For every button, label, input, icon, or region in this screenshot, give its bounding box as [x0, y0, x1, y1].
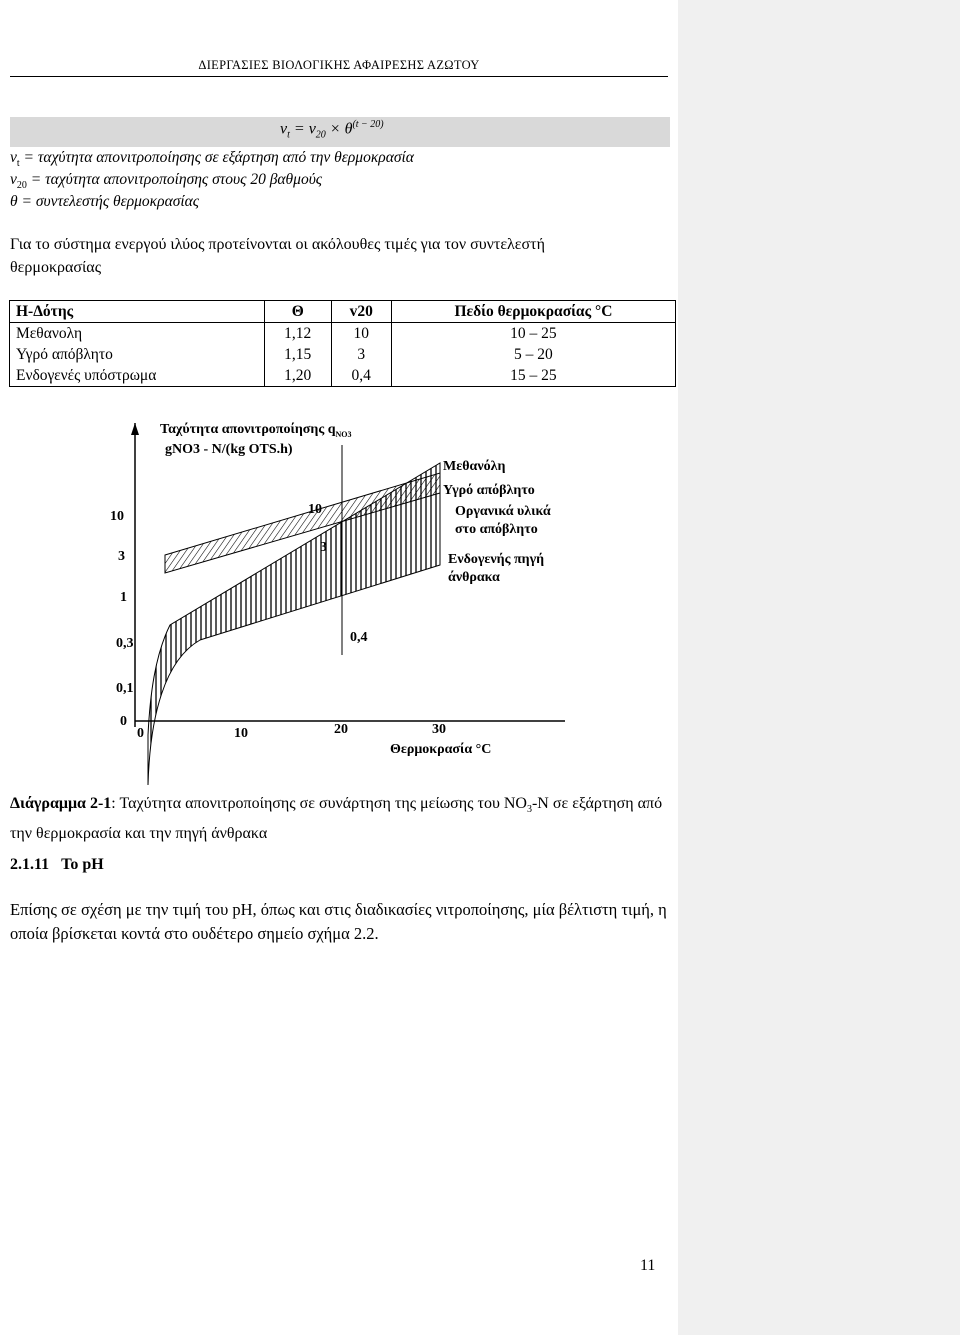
cell-theta: 1,20 [264, 365, 331, 387]
legend-organic-2: στο απόβλητο [455, 522, 538, 537]
temperature-coefficient-table [9, 300, 676, 387]
table-row [10, 323, 676, 345]
figure-caption: Διάγραμμα 2-1: Ταχύτητα απονιτροποίησης σε συνάρτηση της μείωσης του $NO_3-N$ σε εξάρτηση από την θερμοκρασία και την πηγή άνθρακα [10, 795, 663, 843]
legend-organic: Οργανικά υλικά [455, 504, 551, 519]
cell-donor: Ενδογενές υπόστρωμα [10, 365, 265, 387]
cell-range: 10 – 25 [391, 323, 675, 345]
header-v20: v20 [331, 301, 391, 323]
legend-endogenous-2: άνθρακα [448, 570, 500, 585]
legend-wastewater: Υγρό απόβλητο [443, 483, 535, 498]
annotation-methanol-20c: 10 [308, 502, 322, 517]
definition-v20: $v_{20} = \tau\alpha\chi ύ\tau\eta\tau\alpha$ απονιτροποίησης στους 20 βαθμούς [10, 171, 323, 192]
cell-theta: 1,15 [264, 344, 331, 365]
y-axis-arrow [131, 423, 139, 435]
y-tick: 10 [110, 509, 124, 524]
cell-donor: Μεθανολη [10, 323, 265, 345]
side-margin-panel [678, 0, 960, 1335]
intro-line-2: θερμοκρασίας [10, 259, 102, 276]
table-header-row [10, 301, 676, 323]
table-row [10, 344, 676, 365]
table-row [10, 365, 676, 387]
x-tick: 20 [334, 722, 348, 737]
x-tick: 10 [234, 726, 248, 741]
header-temperature-range: Πεδίο θερμοκρασίας °C [391, 301, 675, 323]
x-axis-label: Θερμοκρασία °C [390, 742, 492, 757]
x-tick: 30 [432, 722, 446, 737]
section-heading: 2.1.11 Το pH [10, 856, 104, 873]
denitrification-rate-chart [110, 415, 590, 785]
y-axis-label: gNO3 - N/(kg OTS.h) [165, 442, 293, 457]
header-rule [10, 76, 668, 77]
y-tick: 0 [120, 714, 127, 729]
cell-range: 15 – 25 [391, 365, 675, 387]
cell-range: 5 – 20 [391, 344, 675, 365]
temperature-formula: $v_t = v_{20} \times \theta^{(t - 20)}$ [280, 119, 384, 141]
annotation-endogenous-20c: 0,4 [350, 630, 368, 645]
y-tick: 3 [118, 549, 125, 564]
y-tick: 0,1 [116, 681, 134, 696]
running-header: ΔΙΕΡΓΑΣΙΕΣ ΒΙΟΛΟΓΙΚΗΣ ΑΦΑΙΡΕΣΗΣ ΑΖΩΤΟΥ [198, 58, 480, 72]
y-tick: 0,3 [116, 636, 134, 651]
x-tick: 0 [137, 726, 144, 741]
annotation-wastewater-20c: 3 [320, 540, 327, 555]
cell-v20: 0,4 [331, 365, 391, 387]
y-tick: 1 [120, 590, 127, 605]
legend-methanol: Μεθανόλη [443, 459, 506, 474]
intro-line-1: Για το σύστημα ενεργού ιλύος προτείνονται οι ακόλουθες τιμές για τον συντελεστή [10, 236, 545, 253]
cell-v20: 3 [331, 344, 391, 365]
definition-vt: $v_t = \tau\alpha\chi ύ\tau\eta\tau\alpha$ απονιτροποίησης σε εξάρτηση από την θερμοκρασία [10, 149, 414, 170]
header-donor: Η-Δότης [10, 301, 265, 323]
page-number: 11 [640, 1257, 656, 1274]
legend-endogenous: Ενδογενής πηγή [448, 552, 545, 567]
definition-theta: θ = συντελεστής θερμοκρασίας [10, 193, 200, 210]
band-endogenous [148, 463, 440, 785]
header-theta: Θ [264, 301, 331, 323]
chart-title: Ταχύτητα απονιτροποίησης $q_{NO3}$ [160, 422, 352, 439]
cell-theta: 1,12 [264, 323, 331, 345]
body-paragraph: Επίσης σε σχέση με την τιμή του pH, όπως και στις διαδικασίες νιτροποίησης, μία βέλτιστη τιμή, η οποία βρίσκεται κοντά στο ουδέτερο σημείο σχήμα 2.2. [10, 900, 667, 943]
cell-donor: Υγρό απόβλητο [10, 344, 265, 365]
cell-v20: 10 [331, 323, 391, 345]
